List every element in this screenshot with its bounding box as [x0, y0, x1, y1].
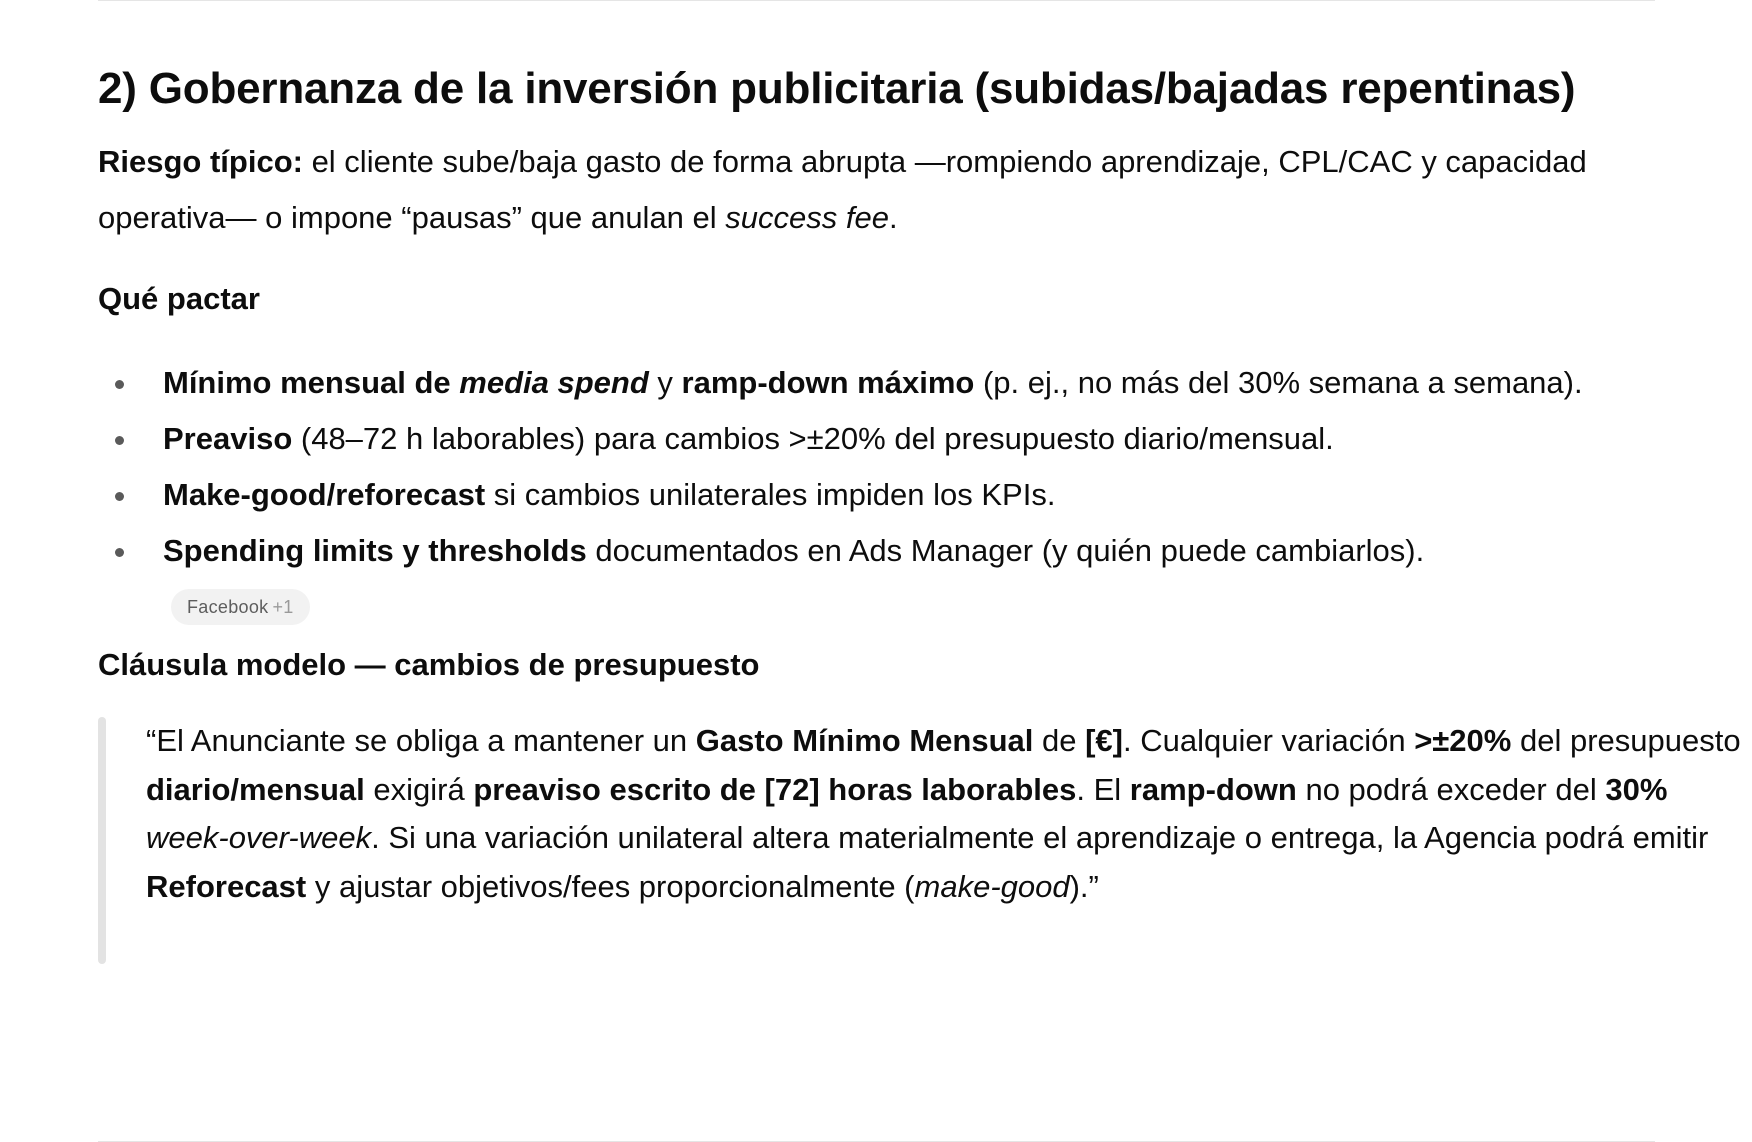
risk-text: el cliente sube/baja gasto de forma abrupta —rompiendo aprendizaje, CPL/CAC y capacidad operativa— o impone “pausas” que anulan el: [98, 144, 1587, 235]
quote-text: . Cualquier variación: [1122, 723, 1415, 758]
item-bold: Make-good/reforecast: [163, 477, 486, 512]
bullet-icon: [115, 380, 124, 389]
list-item: [98, 411, 1668, 467]
list-item: [98, 355, 1668, 411]
quote-text: y ajustar objetivos/fees proporcionalmente (: [306, 868, 915, 904]
source-citation-chip[interactable]: [171, 589, 310, 625]
quote-bold: diario/mensual: [146, 771, 365, 807]
risk-text-end: .: [888, 200, 898, 235]
pact-heading: Qué pactar: [98, 281, 260, 316]
pact-list: [98, 355, 1668, 579]
item-text: y: [648, 365, 682, 400]
quote-text: exigirá: [364, 771, 474, 807]
item-text: documentados en Ads Manager (y quién puede cambiarlos).: [586, 533, 1425, 568]
quote-bold: Reforecast: [146, 868, 307, 904]
list-item: [98, 523, 1668, 579]
quote-text: ).”: [1069, 868, 1099, 904]
item-text: (48–72 h laborables) para cambios >±20% del presupuesto diario/mensual.: [292, 421, 1334, 456]
quote-text: del presupuesto: [1511, 723, 1741, 758]
clause-quote: [98, 717, 1752, 911]
item-bold: Preaviso: [163, 421, 293, 456]
quote-bold: 30%: [1605, 771, 1668, 807]
quote-bold: >±20%: [1414, 723, 1512, 758]
item-text: (p. ej., no más del 30% semana a semana).: [974, 365, 1583, 400]
bullet-icon: [115, 548, 124, 557]
item-text: si cambios unilaterales impiden los KPIs.: [485, 477, 1056, 512]
section-title: 2) Gobernanza de la inversión publicitaria (subidas/bajadas repentinas): [98, 64, 1576, 113]
item-bold: ramp-down máximo: [681, 365, 975, 400]
risk-label: Riesgo típico:: [98, 144, 303, 179]
quote-bold: preaviso escrito de [72] horas laborables: [473, 771, 1077, 807]
quote-bold: Gasto Mínimo Mensual: [695, 723, 1034, 758]
clause-heading: Cláusula modelo — cambios de presupuesto: [98, 647, 760, 682]
source-count: +1: [272, 597, 294, 617]
risk-paragraph: [98, 134, 1668, 246]
item-bold-italic: media spend: [459, 365, 649, 400]
quote-text: no podrá exceder del: [1296, 771, 1606, 807]
quote-bold: [€]: [1085, 723, 1123, 758]
quote-text: de: [1033, 723, 1086, 758]
document-content: [98, 58, 1741, 911]
quote-italic: make-good: [914, 868, 1070, 904]
quote-text: “El Anunciante se obliga a mantener un: [146, 723, 696, 758]
quote-bar: [98, 717, 106, 964]
bullet-icon: [115, 436, 124, 445]
item-bold: Spending limits y thresholds: [163, 533, 587, 568]
quote-bold: ramp-down: [1129, 771, 1297, 807]
quote-italic: week-over-week: [146, 820, 372, 855]
top-divider: [98, 0, 1655, 1]
risk-text-italic: success fee: [725, 200, 889, 235]
bullet-icon: [115, 492, 124, 501]
item-bold: Mínimo mensual de: [163, 365, 460, 400]
source-name: Facebook: [187, 597, 269, 617]
list-item: [98, 467, 1668, 523]
quote-text: . Si una variación unilateral altera materialmente el aprendizaje o entrega, la Agencia podrá emitir: [371, 820, 1709, 855]
quote-text: . El: [1076, 771, 1130, 807]
